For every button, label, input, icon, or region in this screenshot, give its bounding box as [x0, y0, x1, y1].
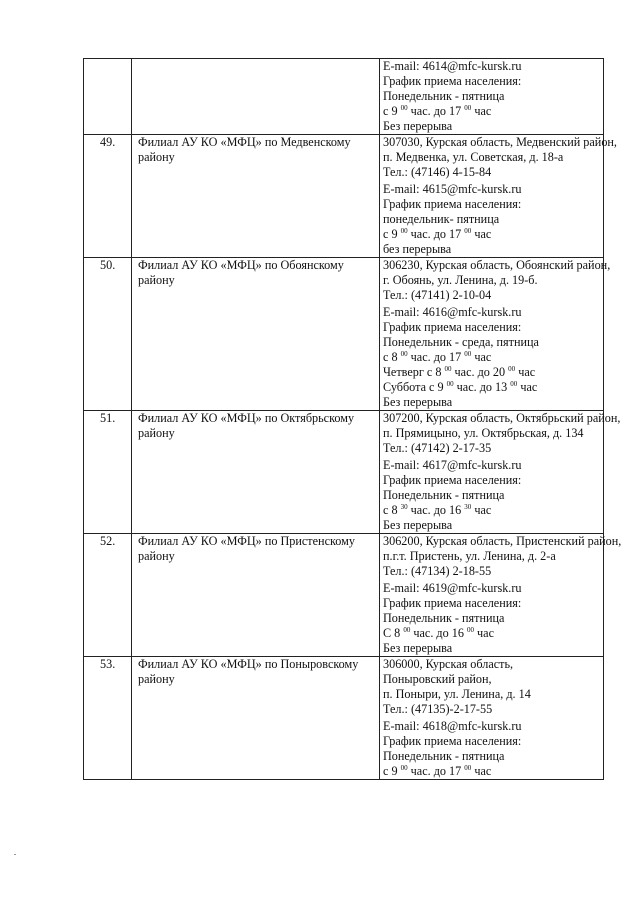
branch-contacts	[380, 411, 621, 534]
schedule-text: с 9	[383, 227, 401, 241]
table-row	[84, 657, 604, 780]
minutes-superscript: 00	[403, 626, 411, 634]
address-line: п. Медвенка, ул. Советская, д. 18-а	[383, 150, 564, 164]
table-row	[84, 411, 604, 534]
schedule-text: с 8	[383, 503, 401, 517]
schedule-text: с 8	[383, 350, 401, 364]
address-line: п. Поныри, ул. Ленина, д. 14	[383, 687, 531, 701]
schedule-text: час. до 17	[407, 350, 465, 364]
schedule-title: График приема населения:	[383, 734, 522, 748]
table-row	[84, 59, 604, 135]
phone-line: Тел.: (47135)-2-17-55	[383, 702, 493, 716]
row-number: 51.	[84, 411, 132, 534]
row-number: 53.	[84, 657, 132, 780]
break-note: Без перерыва	[383, 119, 453, 133]
address-line: 307030, Курская область, Медвенский район,	[383, 135, 617, 149]
branch-contacts	[380, 258, 611, 411]
schedule-line	[383, 104, 601, 119]
address-line: 306000, Курская область,	[383, 657, 514, 671]
email-line: E-mail: 4614@mfc-kursk.ru	[383, 59, 522, 73]
schedule-text: час. до 17	[407, 764, 465, 778]
branch-name	[132, 59, 380, 135]
address-line: г. Обоянь, ул. Ленина, д. 19-б.	[383, 273, 538, 287]
row-number: 49.	[84, 135, 132, 258]
schedule-text: Четверг с 8	[383, 365, 445, 379]
table-row	[84, 135, 604, 258]
break-note: Без перерыва	[383, 641, 453, 655]
schedule-text: час	[471, 764, 492, 778]
email-line: E-mail: 4619@mfc-kursk.ru	[383, 581, 522, 595]
minutes-superscript: 00	[446, 380, 454, 388]
schedule-line: понедельник- пятница	[383, 212, 500, 226]
schedule-text: час	[471, 104, 492, 118]
minutes-superscript: 00	[464, 104, 472, 112]
minutes-superscript: 00	[400, 104, 408, 112]
schedule-text: час. до 20	[451, 365, 509, 379]
schedule-text: час	[515, 365, 536, 379]
schedule-text: час	[471, 350, 492, 364]
schedule-text: С 8	[383, 626, 404, 640]
row-number	[84, 59, 132, 135]
minutes-superscript: 00	[464, 350, 472, 358]
row-number: 52.	[84, 534, 132, 657]
minutes-superscript: 00	[444, 365, 452, 373]
schedule-text: час. до 17	[407, 227, 465, 241]
schedule-title: График приема населения:	[383, 197, 522, 211]
email-line: E-mail: 4616@mfc-kursk.ru	[383, 305, 522, 319]
phone-line: Тел.: (47142) 2-17-35	[383, 441, 492, 455]
schedule-line	[383, 350, 601, 365]
address-line: 306200, Курская область, Пристенский район,	[383, 534, 622, 548]
schedule-line	[383, 227, 601, 242]
minutes-superscript: 00	[464, 227, 472, 235]
branch-name: Филиал АУ КО «МФЦ» по Медвенскому району	[132, 135, 380, 258]
break-note: без перерыва	[383, 242, 452, 256]
branch-contacts	[380, 59, 604, 135]
schedule-text: час. до 16	[410, 626, 467, 640]
phone-line: Тел.: (47134) 2-18-55	[383, 564, 492, 578]
schedule-line: Понедельник - пятница	[383, 488, 505, 502]
branch-name: Филиал АУ КО «МФЦ» по Пристенскому району	[132, 534, 380, 657]
schedule-text: час	[471, 227, 492, 241]
minutes-superscript: 00	[508, 365, 516, 373]
address-line: п.г.т. Пристень, ул. Ленина, д. 2-а	[383, 549, 556, 563]
minutes-superscript: 00	[400, 350, 408, 358]
minutes-superscript: 00	[467, 626, 474, 634]
schedule-text: с 9	[383, 764, 401, 778]
schedule-title: График приема населения:	[383, 74, 522, 88]
schedule-line	[383, 503, 601, 518]
break-note: Без перерыва	[383, 518, 453, 532]
table-body	[84, 59, 622, 780]
schedule-text: с 9	[383, 104, 401, 118]
page-mark	[14, 854, 16, 855]
table-row	[84, 258, 604, 411]
minutes-superscript: 00	[400, 764, 408, 772]
branch-contacts	[380, 534, 622, 657]
schedule-title: График приема населения:	[383, 320, 522, 334]
schedule-line: Понедельник - пятница	[383, 749, 505, 763]
email-line: E-mail: 4617@mfc-kursk.ru	[383, 458, 522, 472]
address-line: 306230, Курская область, Обоянский район,	[383, 258, 611, 272]
address-line: 307200, Курская область, Октябрьский район,	[383, 411, 621, 425]
schedule-text: час. до 17	[407, 104, 465, 118]
address-line: Поныровский район,	[383, 672, 492, 686]
branch-name: Филиал АУ КО «МФЦ» по Октябрьскому району	[132, 411, 380, 534]
phone-line: Тел.: (47141) 2-10-04	[383, 288, 492, 302]
schedule-text: час	[474, 626, 494, 640]
email-line: E-mail: 4615@mfc-kursk.ru	[383, 182, 522, 196]
schedule-line	[383, 365, 601, 380]
schedule-text: час	[517, 380, 538, 394]
schedule-line	[383, 764, 601, 779]
mfc-branches-table	[83, 58, 622, 780]
branch-contacts	[380, 135, 617, 258]
branch-contacts	[380, 657, 604, 780]
schedule-line: Понедельник - пятница	[383, 89, 505, 103]
schedule-text: час. до 16	[407, 503, 465, 517]
schedule-line: Понедельник - пятница	[383, 611, 505, 625]
branch-name: Филиал АУ КО «МФЦ» по Обоянскому району	[132, 258, 380, 411]
schedule-text: час	[471, 503, 492, 517]
minutes-superscript: 00	[510, 380, 518, 388]
branch-name: Филиал АУ КО «МФЦ» по Поныровскому району	[132, 657, 380, 780]
schedule-text: Суббота с 9	[383, 380, 447, 394]
phone-line: Тел.: (47146) 4-15-84	[383, 165, 492, 179]
table-row	[84, 534, 604, 657]
row-number: 50.	[84, 258, 132, 411]
email-line: E-mail: 4618@mfc-kursk.ru	[383, 719, 522, 733]
address-line: п. Прямицыно, ул. Октябрьская, д. 134	[383, 426, 584, 440]
schedule-line: Понедельник - среда, пятница	[383, 335, 539, 349]
schedule-text: час. до 13	[453, 380, 511, 394]
schedule-title: График приема населения:	[383, 473, 522, 487]
minutes-superscript: 30	[400, 503, 408, 511]
minutes-superscript: 30	[464, 503, 472, 511]
schedule-title: График приема населения:	[383, 596, 522, 610]
break-note: Без перерыва	[383, 395, 453, 409]
schedule-line	[383, 626, 601, 641]
schedule-line	[383, 380, 601, 395]
minutes-superscript: 00	[464, 764, 472, 772]
minutes-superscript: 00	[400, 227, 408, 235]
